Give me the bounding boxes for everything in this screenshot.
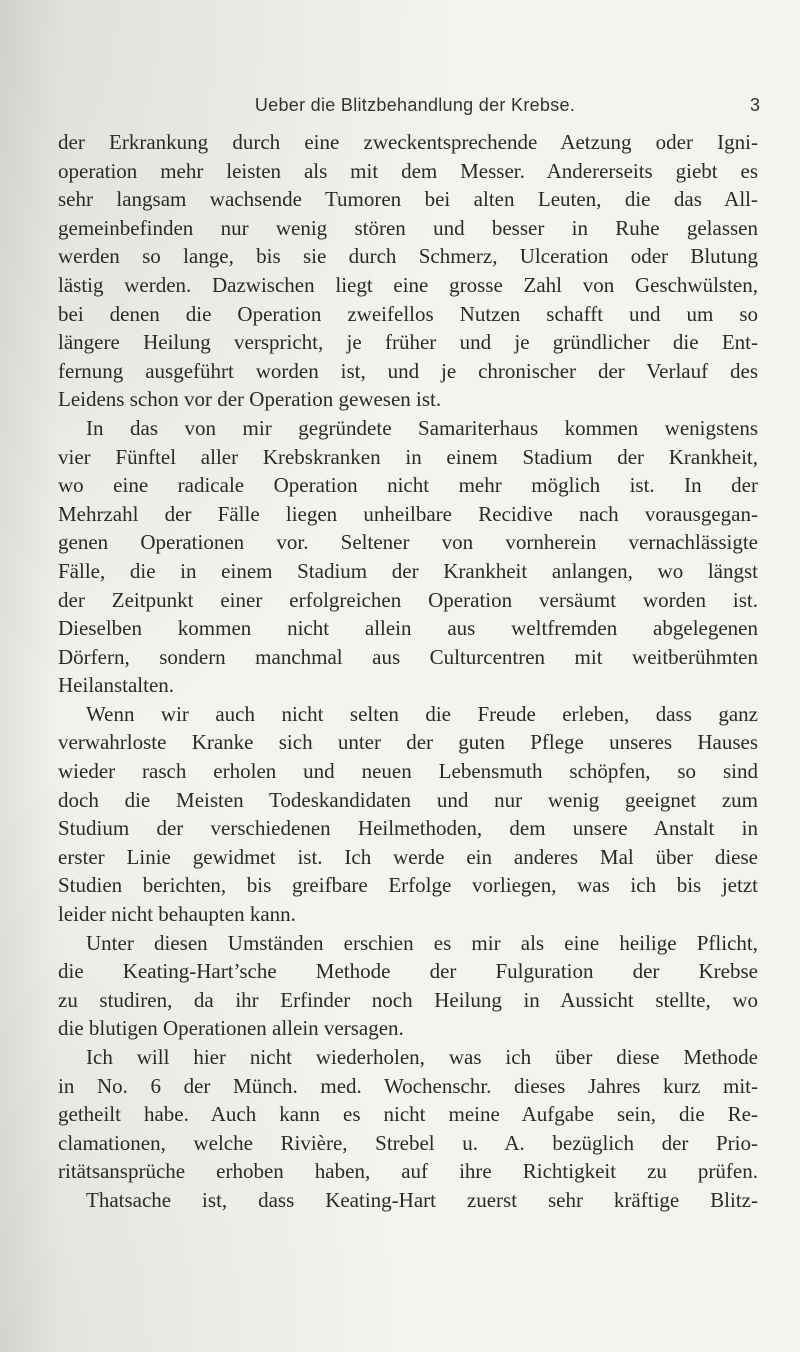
text-line: fernung ausgeführt worden ist, und je chronischer der Verlauf des	[58, 358, 758, 383]
text-line: werden so lange, bis sie durch Schmerz, Ulceration oder Blutung	[58, 244, 758, 269]
text-line: Heilanstalten.	[58, 673, 175, 698]
text-line: getheilt habe. Auch kann es nicht meine Aufgabe sein, die Re-	[58, 1102, 758, 1127]
body-text	[58, 128, 758, 1215]
text-line: erster Linie gewidmet ist. Ich werde ein anderes Mal über diese	[58, 844, 758, 869]
text-line: bei denen die Operation zweifellos Nutzen schafft und um so	[58, 301, 758, 326]
text-line: die blutigen Operationen allein versagen.	[58, 1016, 404, 1041]
text-line: längere Heilung verspricht, je früher und je gründlicher die Ent-	[58, 330, 758, 355]
text-line: Leidens schon vor der Operation gewesen ist.	[58, 387, 442, 412]
text-line: lästig werden. Dazwischen liegt eine grosse Zahl von Geschwülsten,	[58, 272, 758, 297]
text-line: doch die Meisten Todeskandidaten und nur wenig geeignet zum	[58, 787, 758, 812]
text-line: Ich will hier nicht wiederholen, was ich über diese Methode	[86, 1045, 758, 1069]
text-line: in No. 6 der Münch. med. Wochenschr. dieses Jahres kurz mit-	[58, 1073, 758, 1098]
text-line: vier Fünftel aller Krebskranken in einem Stadium der Krankheit,	[58, 444, 758, 469]
text-line: operation mehr leisten als mit dem Messer. Andererseits giebt es	[58, 158, 758, 183]
text-line: Thatsache ist, dass Keating-Hart zuerst sehr kräftige Blitz-	[86, 1187, 758, 1212]
text-line: Wenn wir auch nicht selten die Freude erleben, dass ganz	[86, 701, 758, 726]
text-line: der Zeitpunkt einer erfolgreichen Operation versäumt worden ist.	[58, 587, 758, 612]
text-line: Dieselben kommen nicht allein aus weltfremden abgelegenen	[58, 616, 758, 641]
text-line: Fälle, die in einem Stadium der Krankheit anlangen, wo längst	[58, 558, 758, 583]
text-line: wieder rasch erholen und neuen Lebensmuth schöpfen, so sind	[58, 759, 758, 784]
text-line: Mehrzahl der Fälle liegen unheilbare Recidive nach vorausgegan-	[58, 501, 758, 526]
text-line: sehr langsam wachsende Tumoren bei alten Leuten, die das All-	[58, 187, 758, 212]
text-line: genen Operationen vor. Seltener von vornherein vernachlässigte	[58, 530, 758, 555]
text-line: In das von mir gegründete Samariterhaus kommen wenigstens	[86, 415, 758, 440]
running-title: Ueber die Blitzbehandlung der Krebse.	[254, 95, 576, 115]
text-line: leider nicht behaupten kann.	[58, 902, 296, 927]
text-line: zu studiren, da ihr Erfinder noch Heilung in Aussicht stellte, wo	[58, 987, 758, 1012]
text-line: clamationen, welche Rivière, Strebel u. A. bezüglich der Prio-	[58, 1130, 758, 1155]
text-line: gemeinbefinden nur wenig stören und besser in Ruhe gelassen	[58, 215, 758, 240]
text-line: Studien berichten, bis greifbare Erfolge vorliegen, was ich bis jetzt	[58, 873, 758, 898]
text-line: der Erkrankung durch eine zweckentsprechende Aetzung oder Igni-	[58, 130, 758, 154]
page-number: 3	[749, 95, 760, 115]
text-line: die Keating-Hart’sche Methode der Fulguration der Krebse	[58, 959, 758, 984]
text-line: Unter diesen Umständen erschien es mir als eine heilige Pflicht,	[86, 930, 758, 955]
text-line: Dörfern, sondern manchmal aus Culturcentren mit weitberühmten	[58, 644, 758, 669]
text-line: ritätsansprüche erhoben haben, auf ihre Richtigkeit zu prüfen.	[58, 1159, 758, 1184]
text-line: Studium der verschiedenen Heilmethoden, dem unsere Anstalt in	[58, 816, 758, 841]
text-line: verwahrloste Kranke sich unter der guten Pflege unseres Hauses	[58, 730, 758, 755]
text-line: wo eine radicale Operation nicht mehr möglich ist. In der	[58, 473, 758, 498]
